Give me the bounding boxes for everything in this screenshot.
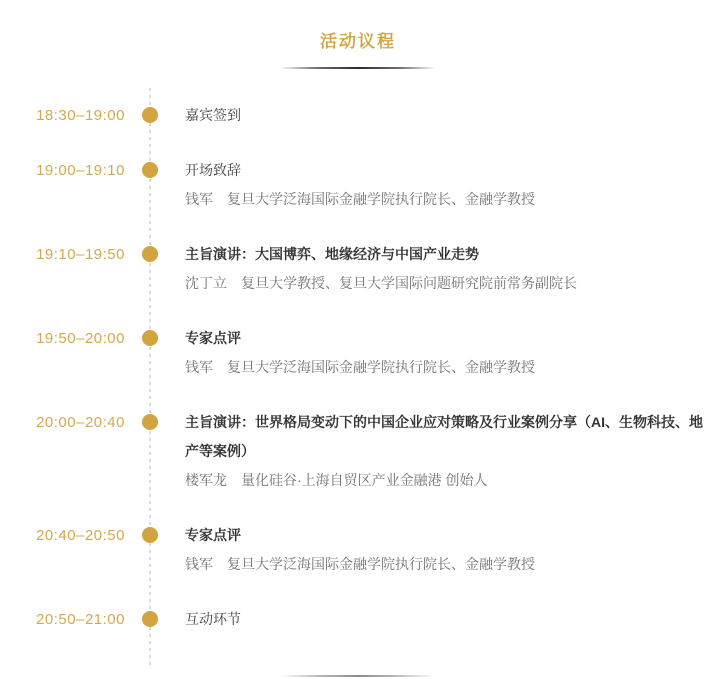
agenda-time: 20:00–20:40 <box>36 414 125 431</box>
bottom-divider <box>283 675 433 677</box>
agenda-item-speaker: 楼军龙 量化硅谷·上海自贸区产业金融港 创始人 <box>185 472 488 488</box>
agenda-row <box>0 605 716 634</box>
agenda-time: 20:40–20:50 <box>36 527 125 544</box>
agenda-row <box>0 324 716 382</box>
timeline-dot <box>142 330 158 346</box>
timeline-dot <box>142 527 158 543</box>
timeline-dot <box>142 611 158 627</box>
agenda-row <box>0 240 716 298</box>
agenda-item-title: 主旨演讲：大国博弈、地缘经济与中国产业走势 <box>185 246 479 262</box>
agenda-time: 19:10–19:50 <box>36 246 125 263</box>
agenda-item-speaker: 沈丁立 复旦大学教授、复旦大学国际问题研究院前常务副院长 <box>185 275 577 291</box>
agenda-row <box>0 101 716 130</box>
agenda-item-speaker: 钱军 复旦大学泛海国际金融学院执行院长、金融学教授 <box>185 556 535 572</box>
page-header <box>0 0 716 69</box>
agenda-time: 20:50–21:00 <box>36 611 125 628</box>
agenda-item-title: 专家点评 <box>185 330 241 346</box>
timeline-dot <box>142 107 158 123</box>
agenda-item-title: 主旨演讲：世界格局变动下的中国企业应对策略及行业案例分享（AI、生物科技、地产等案例） <box>185 414 703 459</box>
agenda-time: 19:50–20:00 <box>36 330 125 347</box>
agenda-item-title: 专家点评 <box>185 527 241 543</box>
agenda-item-speaker: 钱军 复旦大学泛海国际金融学院执行院长、金融学教授 <box>185 359 535 375</box>
agenda-time: 18:30–19:00 <box>36 107 125 124</box>
page-title: 活动议程 <box>320 32 396 51</box>
agenda-item-title: 互动环节 <box>185 611 241 627</box>
agenda-item-speaker: 钱军 复旦大学泛海国际金融学院执行院长、金融学教授 <box>185 191 535 207</box>
agenda-list <box>0 69 716 634</box>
agenda-row <box>0 408 716 495</box>
agenda-item-title: 嘉宾签到 <box>185 107 241 123</box>
timeline-dot <box>142 162 158 178</box>
agenda-item-title: 开场致辞 <box>185 162 241 178</box>
timeline-dot <box>142 246 158 262</box>
timeline-dot <box>142 414 158 430</box>
agenda-row <box>0 156 716 214</box>
agenda-row <box>0 521 716 579</box>
agenda-time: 19:00–19:10 <box>36 162 125 179</box>
